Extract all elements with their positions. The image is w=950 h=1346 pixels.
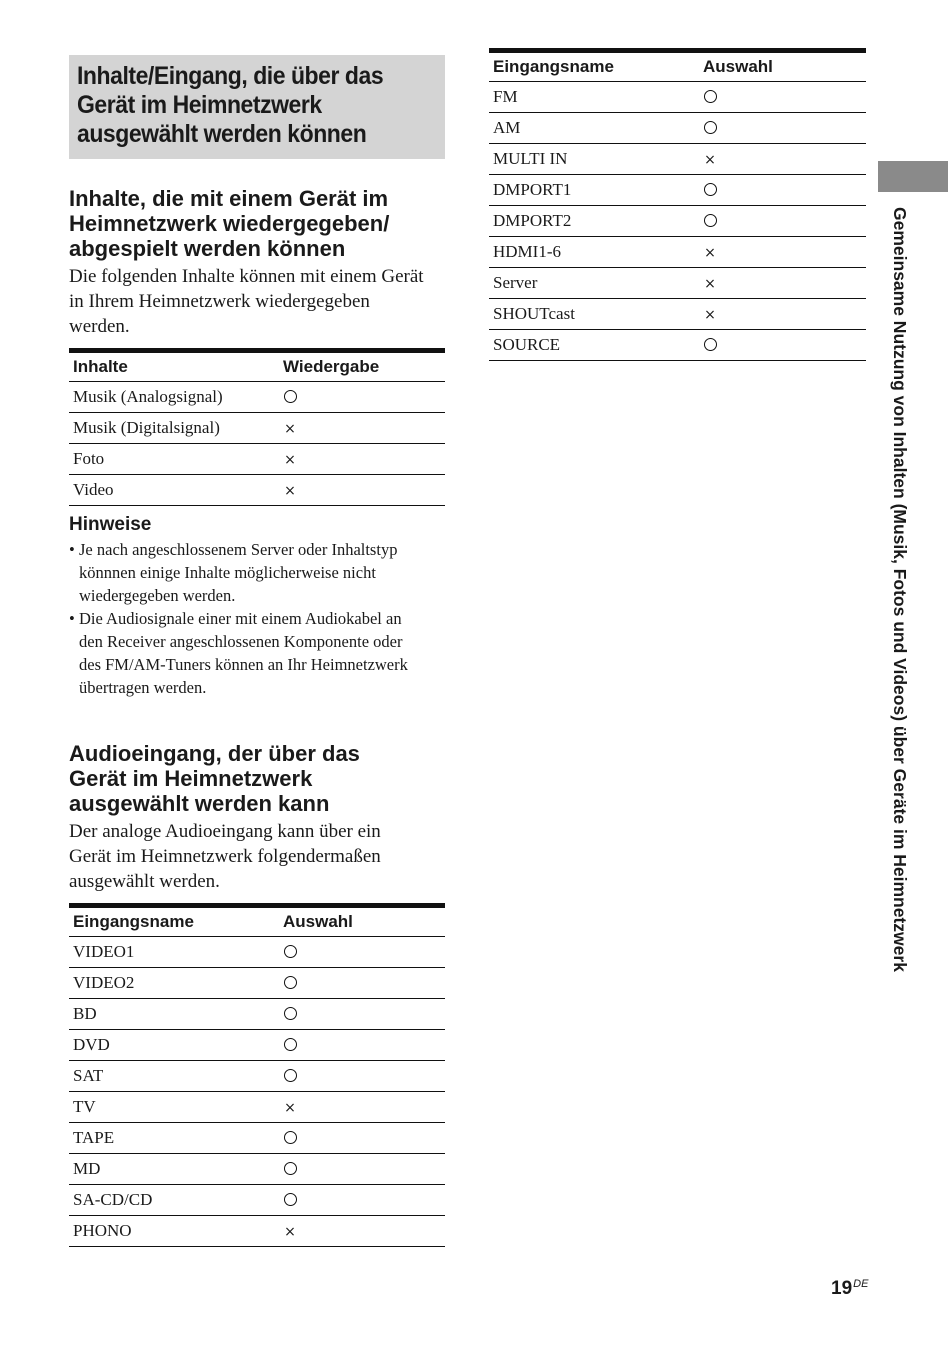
circle-mark-icon: [284, 390, 297, 403]
row-name: Musik (Analogsignal): [69, 382, 279, 413]
row-name: MD: [69, 1154, 279, 1185]
table-row: [69, 937, 445, 968]
row-mark-cell: [279, 382, 445, 413]
row-mark-cell: [699, 175, 866, 206]
row-name: DVD: [69, 1030, 279, 1061]
row-mark-cell: [699, 206, 866, 237]
table-row: [69, 999, 445, 1030]
right-column: [489, 48, 866, 361]
notes-title: Hinweise: [69, 514, 152, 535]
table-row: [69, 1061, 445, 1092]
chapter-tab: [878, 161, 948, 192]
content-table: [69, 348, 445, 506]
row-name: DMPORT1: [489, 175, 699, 206]
section-title-line: Gerät im Heimnetzwerk: [77, 91, 322, 119]
row-name: Musik (Digitalsignal): [69, 413, 279, 444]
cross-mark-icon: ×: [704, 245, 716, 261]
audio-input-heading: [69, 741, 445, 816]
note-line: den Receiver angeschlossenen Komponente oder: [79, 632, 403, 651]
paragraph-line: Gerät im Heimnetzwerk folgendermaßen: [69, 846, 381, 867]
row-mark-cell: [279, 937, 445, 968]
note-item: [69, 538, 445, 607]
table-row: [489, 206, 866, 237]
circle-mark-icon: [704, 121, 717, 134]
row-mark-cell: [279, 1123, 445, 1154]
row-name: SOURCE: [489, 330, 699, 361]
circle-mark-icon: [284, 976, 297, 989]
section-title-box: [69, 55, 445, 159]
table-row: [489, 299, 866, 330]
row-mark-cell: [699, 82, 866, 113]
cross-mark-icon: ×: [284, 483, 296, 499]
table-row: [489, 237, 866, 268]
row-name: SHOUTcast: [489, 299, 699, 330]
circle-mark-icon: [284, 1069, 297, 1082]
row-mark-cell: [699, 144, 866, 175]
row-mark-cell: [279, 1061, 445, 1092]
column-header: Wiedergabe: [279, 351, 445, 382]
note-line: übertragen werden.: [79, 678, 207, 697]
table-row: [69, 968, 445, 999]
column-header: Auswahl: [699, 51, 866, 82]
bullet: •: [69, 540, 75, 559]
table-row: [69, 1123, 445, 1154]
page-number: [831, 1278, 868, 1300]
row-mark-cell: [699, 299, 866, 330]
note-line: des FM/AM-Tuners können an Ihr Heimnetzwerk: [79, 655, 408, 674]
paragraph-line: Die folgenden Inhalte können mit einem Gerät: [69, 266, 424, 287]
circle-mark-icon: [284, 1131, 297, 1144]
row-mark-cell: [279, 1030, 445, 1061]
row-mark-cell: [279, 1092, 445, 1123]
column-header: Auswahl: [279, 906, 445, 937]
row-name: PHONO: [69, 1216, 279, 1247]
paragraph-line: ausgewählt werden.: [69, 871, 220, 892]
row-name: VIDEO1: [69, 937, 279, 968]
row-mark-cell: [279, 1185, 445, 1216]
table-row: [69, 382, 445, 413]
bullet: •: [69, 609, 75, 628]
page-number-value: 19: [831, 1278, 853, 1299]
column-header: Inhalte: [69, 351, 279, 382]
section-title-line: ausgewählt werden können: [77, 120, 367, 148]
table-row: [489, 82, 866, 113]
network-input-table: [489, 48, 866, 361]
paragraph-line: in Ihrem Heimnetzwerk wiedergegeben: [69, 291, 370, 312]
heading-line: Gerät im Heimnetzwerk: [69, 766, 313, 791]
row-mark-cell: [279, 1216, 445, 1247]
note-line: wiedergegeben werden.: [79, 586, 236, 605]
row-mark-cell: [279, 999, 445, 1030]
paragraph-line: werden.: [69, 316, 130, 337]
row-mark-cell: [699, 237, 866, 268]
row-mark-cell: [279, 1154, 445, 1185]
content-paragraph: [69, 264, 445, 339]
row-name: DMPORT2: [489, 206, 699, 237]
heading-line: Inhalte, die mit einem Gerät im: [69, 186, 389, 211]
row-mark-cell: [699, 113, 866, 144]
circle-mark-icon: [704, 183, 717, 196]
cross-mark-icon: ×: [704, 307, 716, 323]
circle-mark-icon: [704, 338, 717, 351]
column-header: Eingangsname: [69, 906, 279, 937]
note-line: Je nach angeschlossenem Server oder Inhaltstyp: [79, 540, 398, 559]
audio-input-paragraph: [69, 819, 445, 894]
row-name: VIDEO2: [69, 968, 279, 999]
heading-line: ausgewählt werden kann: [69, 791, 330, 816]
heading-line: Audioeingang, der über das: [69, 741, 360, 766]
note-line: könnnen einige Inhalte möglicherweise nicht: [79, 563, 376, 582]
cross-mark-icon: ×: [704, 152, 716, 168]
row-name: Foto: [69, 444, 279, 475]
row-mark-cell: [279, 444, 445, 475]
column-header: Eingangsname: [489, 51, 699, 82]
row-name: TV: [69, 1092, 279, 1123]
table-row: [69, 1154, 445, 1185]
section-title-line: Inhalte/Eingang, die über das: [77, 62, 384, 90]
page-language-suffix: DE: [853, 1278, 869, 1290]
table-row: [489, 175, 866, 206]
table-row: [69, 1216, 445, 1247]
row-mark-cell: [699, 330, 866, 361]
cross-mark-icon: ×: [284, 421, 296, 437]
cross-mark-icon: ×: [284, 452, 296, 468]
table-row: [69, 413, 445, 444]
row-mark-cell: [279, 413, 445, 444]
row-name: HDMI1-6: [489, 237, 699, 268]
table-row: [69, 1092, 445, 1123]
table-row: [489, 330, 866, 361]
cross-mark-icon: ×: [284, 1224, 296, 1240]
row-name: Video: [69, 475, 279, 506]
table-row: [69, 475, 445, 506]
row-mark-cell: [279, 968, 445, 999]
circle-mark-icon: [284, 1007, 297, 1020]
left-column: [69, 55, 445, 1247]
paragraph-line: Der analoge Audioeingang kann über ein: [69, 821, 381, 842]
heading-line: abgespielt werden können: [69, 236, 346, 261]
row-name: MULTI IN: [489, 144, 699, 175]
circle-mark-icon: [284, 1038, 297, 1051]
row-mark-cell: [279, 475, 445, 506]
cross-mark-icon: ×: [704, 276, 716, 292]
table-row: [489, 268, 866, 299]
table-row: [69, 1030, 445, 1061]
row-name: BD: [69, 999, 279, 1030]
heading-line: Heimnetzwerk wiedergegeben/: [69, 211, 390, 236]
row-name: AM: [489, 113, 699, 144]
cross-mark-icon: ×: [284, 1100, 296, 1116]
table-row: [69, 444, 445, 475]
row-name: TAPE: [69, 1123, 279, 1154]
row-name: Server: [489, 268, 699, 299]
circle-mark-icon: [704, 90, 717, 103]
circle-mark-icon: [284, 1193, 297, 1206]
row-mark-cell: [699, 268, 866, 299]
note-item: [69, 607, 445, 699]
row-name: SAT: [69, 1061, 279, 1092]
note-line: Die Audiosignale einer mit einem Audiokabel an: [79, 609, 402, 628]
row-name: SA-CD/CD: [69, 1185, 279, 1216]
circle-mark-icon: [704, 214, 717, 227]
circle-mark-icon: [284, 945, 297, 958]
content-heading: [69, 186, 445, 261]
table-row: [489, 113, 866, 144]
table-row: [69, 1185, 445, 1216]
circle-mark-icon: [284, 1162, 297, 1175]
chapter-side-title: Gemeinsame Nutzung von Inhalten (Musik, Fotos und Videos) über Geräte im Heimnetzwerk: [890, 207, 910, 972]
row-name: FM: [489, 82, 699, 113]
table-row: [489, 144, 866, 175]
input-table: [69, 903, 445, 1247]
